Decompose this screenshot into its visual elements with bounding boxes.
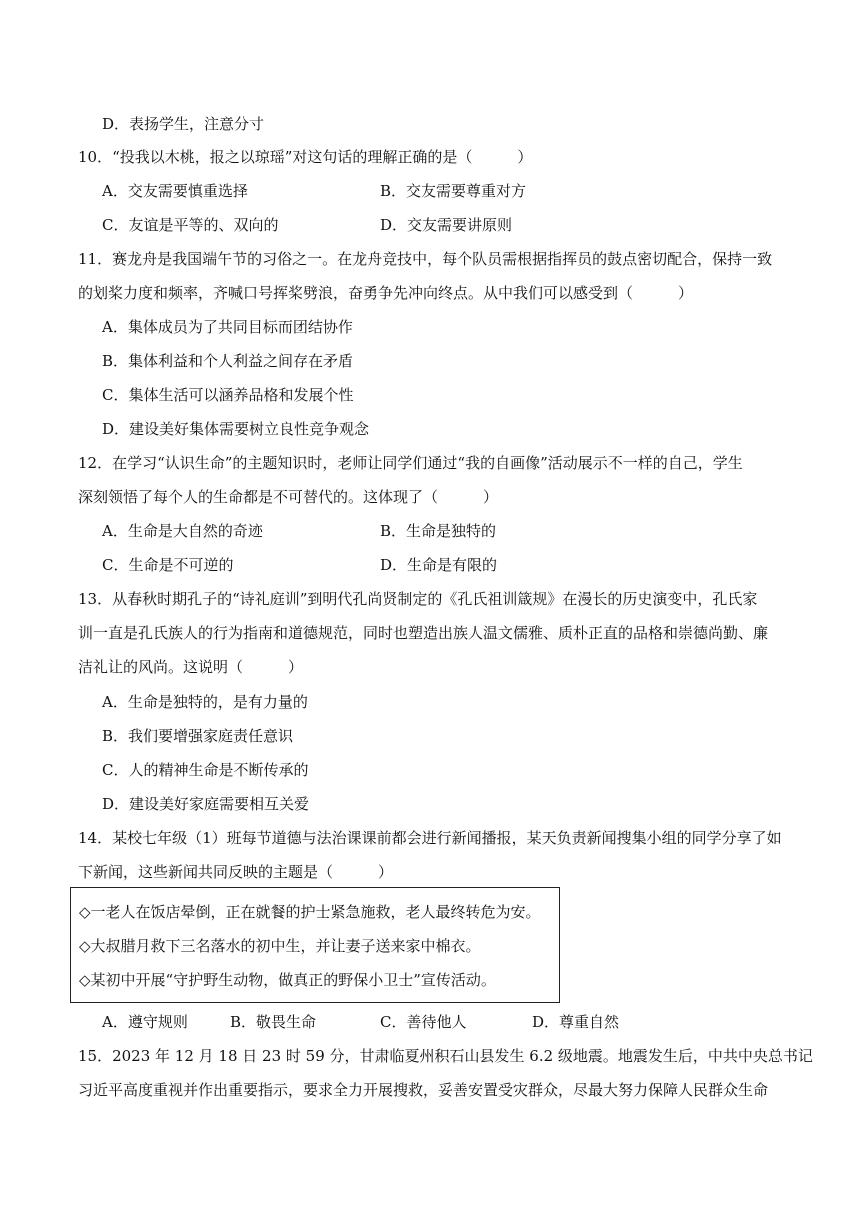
q9-option-d: D．表扬学生，注意分寸 [102,115,265,133]
q14-option-a: A．遵守规则 [102,1013,188,1031]
q13-option-c: C．人的精神生命是不断传承的 [102,761,309,779]
news-box [70,887,560,1003]
q10-option-b: B．交友需要尊重对方 [380,182,527,200]
q12-option-d: D．生命是有限的 [380,556,498,574]
q11-option-b: B．集体利益和个人利益之间存在矛盾 [102,352,354,370]
q13-stem-line3: 洁礼让的风尚。这说明（ ） [78,658,304,676]
q14-stem-line2: 下新闻，这些新闻共同反映的主题是（ ） [78,863,394,881]
q12-option-b: B．生命是独特的 [380,522,497,540]
news-item-2: ◇大叔腊月救下三名落水的初中生，并让妻子送来家中棉衣。 [79,937,481,955]
q11-stem-line2: 的划桨力度和频率，齐喊口号挥桨劈浪，奋勇争先冲向终点。从中我们可以感受到（ ） [78,284,694,302]
q11-option-c: C．集体生活可以涵养品格和发展个性 [102,386,354,404]
q15-stem-line1: 15．2023 年 12 月 18 日 23 时 59 分，甘肃临夏州积石山县发生 6.2 级地震。地震发生后，中共中央总书记 [78,1047,813,1065]
q14-stem-line1: 14．某校七年级（1）班每节道德与法治课课前都会进行新闻播报，某天负责新闻搜集小组的同学分享了如 [78,829,782,847]
q12-option-a: A．生命是大自然的奇迹 [102,522,263,540]
q10-stem: 10．“投我以木桃，报之以琼瑶”对这句话的理解正确的是（ ） [78,148,533,166]
q12-stem-line2: 深刻领悟了每个人的生命都是不可替代的。这体现了（ ） [78,488,499,506]
news-item-1: ◇一老人在饭店晕倒，正在就餐的护士紧急施救，老人最终转危为安。 [79,903,541,921]
q13-stem-line2: 训一直是孔氏族人的行为指南和道德规范，同时也塑造出族人温文儒雅、质朴正直的品格和崇德尚勤、廉 [78,624,769,642]
q12-option-c: C．生命是不可逆的 [102,556,234,574]
q10-option-a: A．交友需要慎重选择 [102,182,248,200]
q13-stem-line1: 13．从春秋时期孔子的“诗礼庭训”到明代孔尚贤制定的《孔氏祖训箴规》在漫长的历史演变中，孔氏家 [78,590,758,608]
q14-option-d: D．尊重自然 [532,1013,620,1031]
q13-option-a: A．生命是独特的，是有力量的 [102,693,308,711]
q14-option-c: C．善待他人 [380,1013,467,1031]
q10-option-d: D．交友需要讲原则 [380,216,513,234]
q11-stem-line1: 11．赛龙舟是我国端午节的习俗之一。在龙舟竞技中，每个队员需根据指挥员的鼓点密切配合，保持一致 [78,250,773,268]
q13-option-d: D．建设美好家庭需要相互关爱 [102,795,310,813]
news-item-3: ◇某初中开展“守护野生动物，做真正的野保小卫士”宣传活动。 [79,971,496,989]
q15-stem-line2: 习近平高度重视并作出重要指示，要求全力开展搜救，妥善安置受灾群众，尽最大努力保障人民群众生命 [78,1081,769,1099]
q11-option-a: A．集体成员为了共同目标而团结协作 [102,318,353,336]
q12-stem-line1: 12．在学习“认识生命”的主题知识时，老师让同学们通过“我的自画像”活动展示不一样的自己，学生 [78,454,743,472]
q14-option-b: B．敬畏生命 [230,1013,317,1031]
q10-option-c: C．友谊是平等的、双向的 [102,216,279,234]
q11-option-d: D．建设美好集体需要树立良性竞争观念 [102,420,370,438]
q13-option-b: B．我们要增强家庭责任意识 [102,727,294,745]
